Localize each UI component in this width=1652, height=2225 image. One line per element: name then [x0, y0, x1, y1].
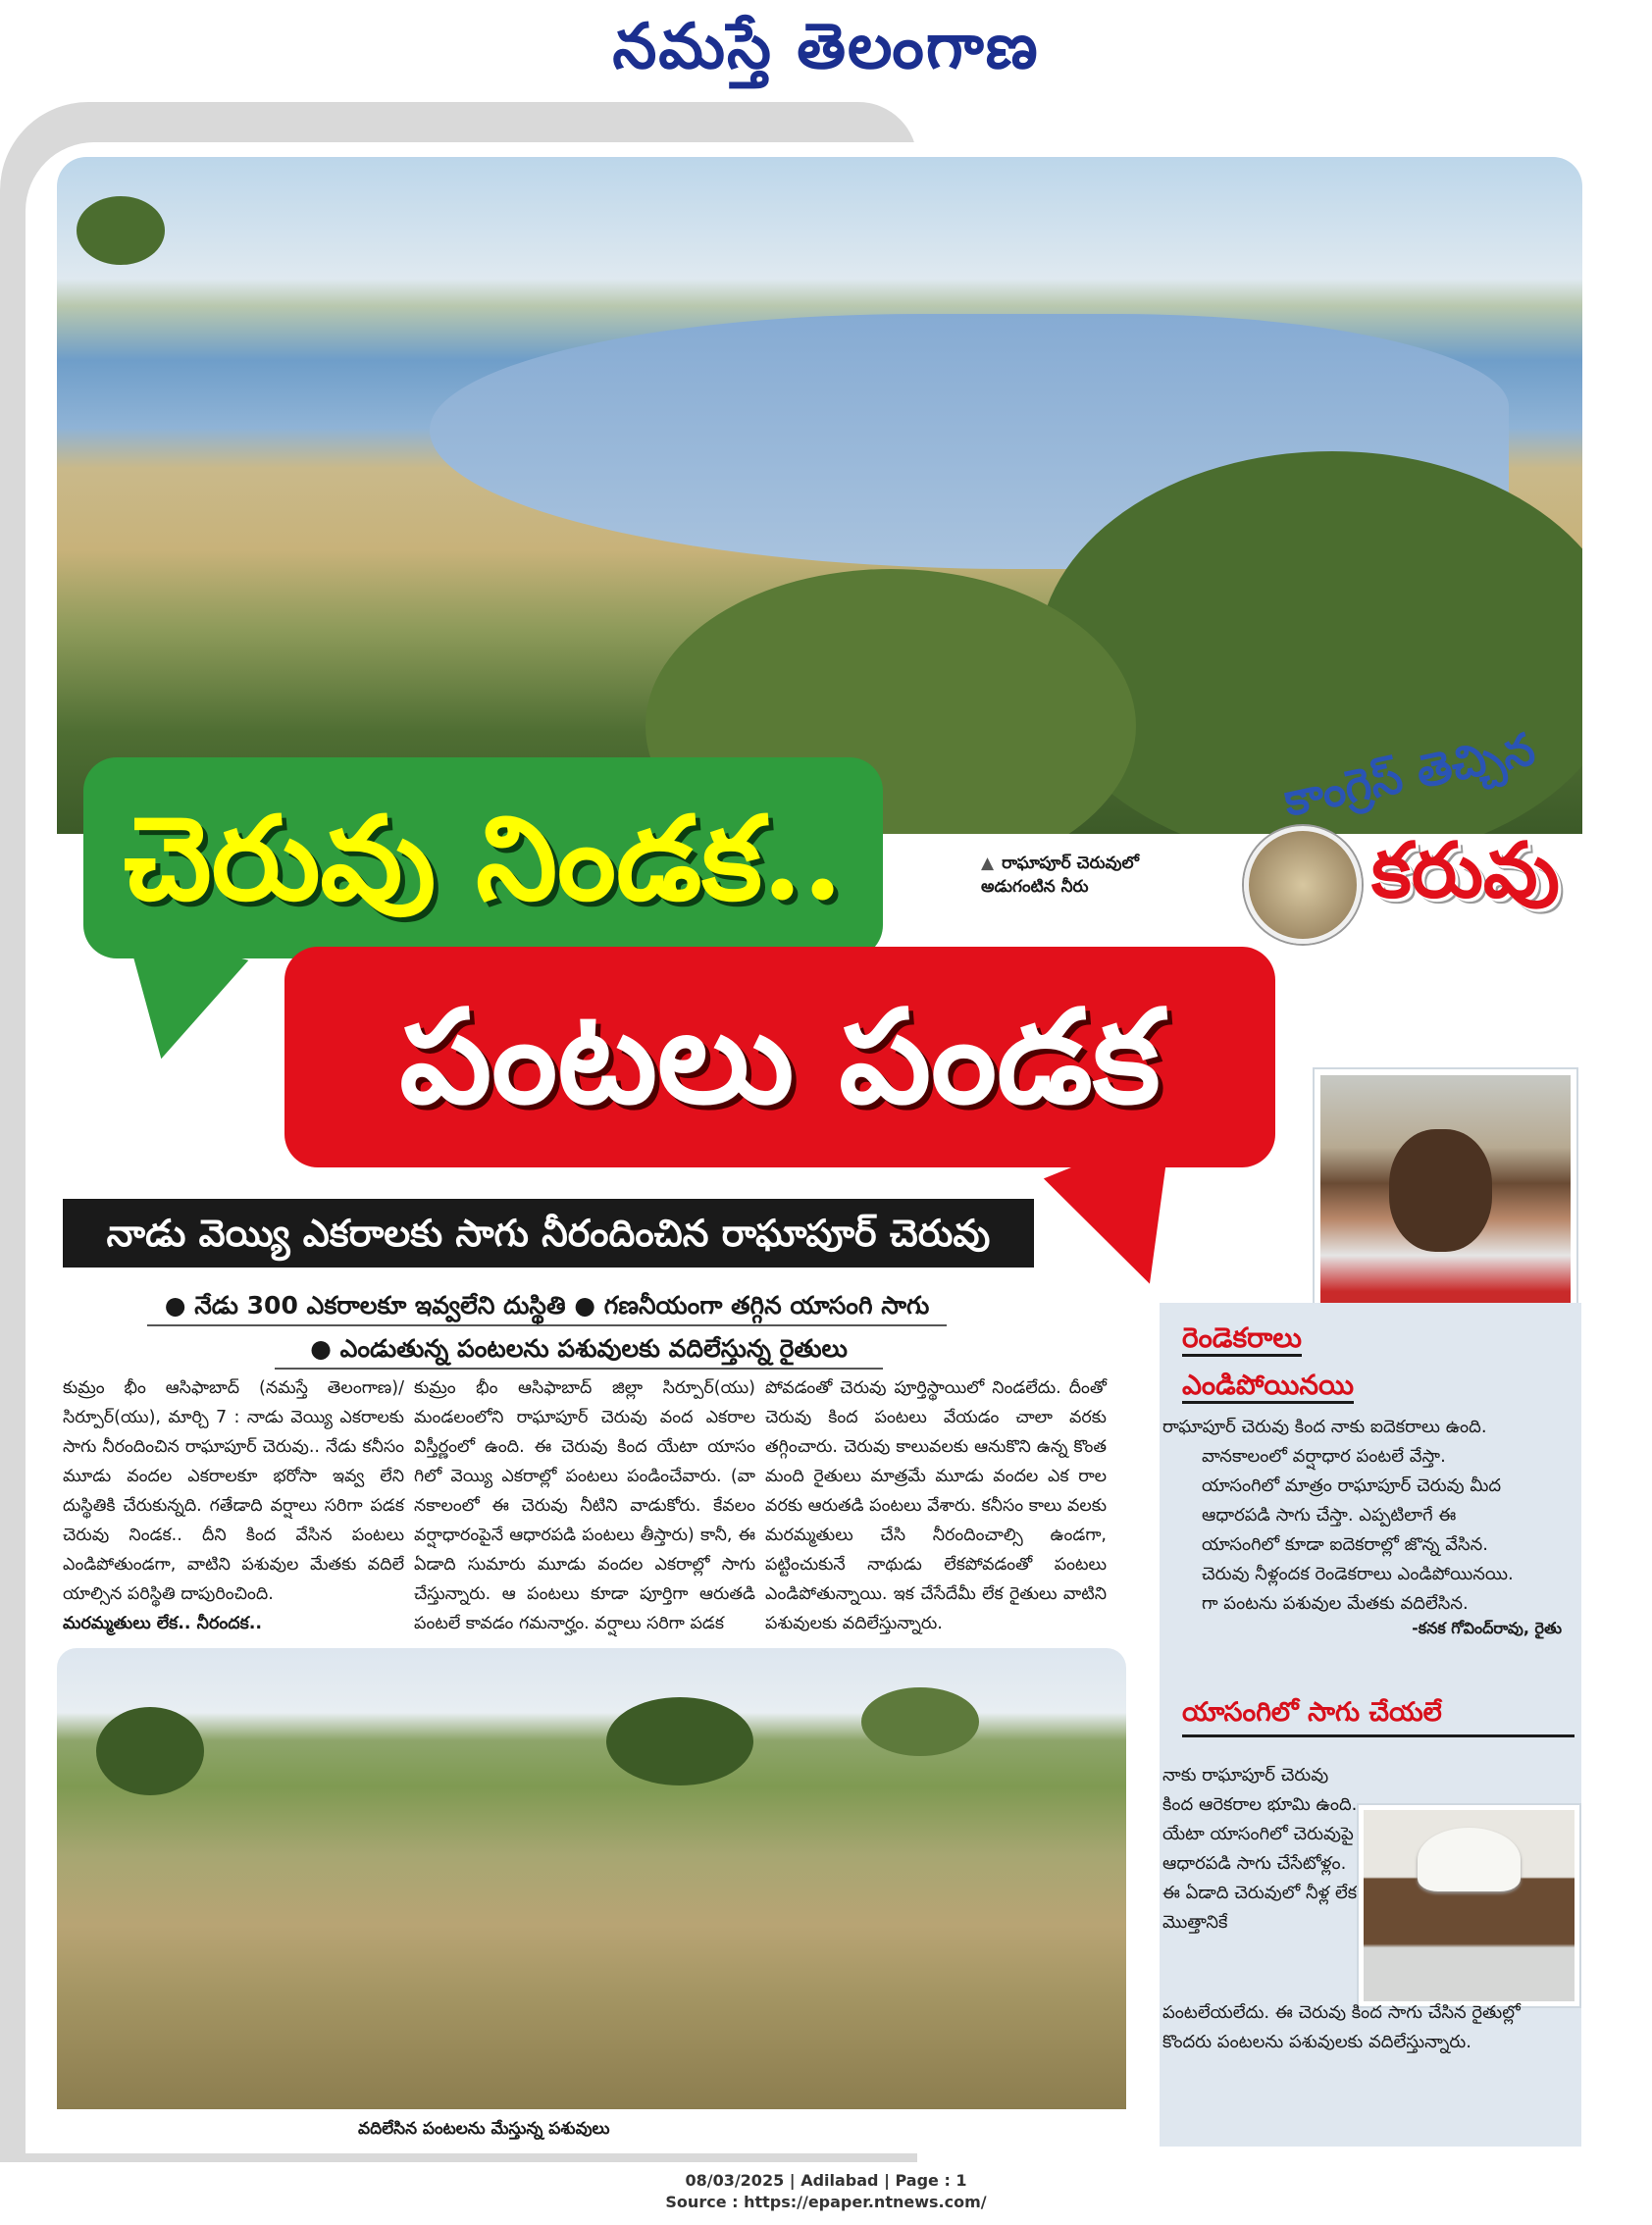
farmer-quote-1: [1162, 1413, 1575, 1619]
subheading: నాడు వెయ్యి ఎకరాలకు సాగు నీరందించిన రాఘాపూర్ చెరువు: [106, 1212, 991, 1255]
face: [1389, 1129, 1492, 1252]
farmer-quote-2-end: పంటలేయలేదు. ఈ చెరువు కింద సాగు చేసిన రైతుల్లో కొందరు పంటలను పశువులకు వదిలేస్తున్నారు.: [1162, 2002, 1521, 2052]
headline-line1: చెరువు నిండక..: [123, 790, 844, 926]
quote-line: వానకాలంలో వర్షాధార పంటలే వేస్తా.: [1202, 1446, 1446, 1467]
divider: [147, 1324, 947, 1326]
article-subhead: మరమ్మతులు లేక.. నీరందక..: [63, 1614, 262, 1633]
footer-edition: 08/03/2025 | Adilabad | Page : 1: [685, 2171, 967, 2190]
sidebar-heading-1: [1182, 1315, 1555, 1409]
bullet-line-2: ● ఎండుతున్న పంటలను పశువులకు వదిలేస్తున్న రైతులు: [310, 1334, 848, 1363]
bush: [77, 196, 165, 265]
farmer-photo-icon: [1244, 826, 1362, 944]
article-text: కుమ్రం భీం ఆసిఫాబాద్ (నమస్తే తెలంగాణ)/ సిర్పూర్(యు), మార్చి 7 : నాడు వెయ్యి ఎకరాలకు సాగు నీరందించిన రాఘాపూర్ చెరువు.. నేడు కనీసం మూడు వందల ఎకరాలకూ భరోసా ఇవ్వ లేని దుస్థితికి చేరుకున్నది. గతేడాది వర్షాలు సరిగా పడక చెరువు నిండక.. దీని కింద వేసిన పంటలు ఎండిపోతుండగా, వాటిని పశువుల మేతకు వదిలే యాల్సిన పరిస్థితి దాపురించింది.: [63, 1378, 404, 1604]
quote-line: గా పంటను పశువుల మేతకు వదిలేసిన.: [1202, 1593, 1469, 1614]
footer-source: Source : https://epaper.ntnews.com/: [665, 2193, 987, 2211]
field-photo: [57, 1648, 1126, 2109]
series-logo: [1244, 721, 1577, 949]
field-photo-caption: వదిలేసిన పంటలను మేస్తున్న పశువులు: [358, 2119, 610, 2139]
tree: [861, 1687, 979, 1756]
masthead: [0, 0, 1652, 108]
tree: [96, 1707, 204, 1795]
article-column-2: కుమ్రం భీం ఆసిఫాబాద్ జిల్లా సిర్పూర్(యు) మండలంలోని రాఘాపూర్ చెరువు వంద ఎకరాల విస్తీర్ణంలో ఉంది. ఈ చెరువు కింద యేటా యాసం గిలో వెయ్యి ఎకరాల్లో పంటలు పండించేవారు. (వా నకాలంలో ఈ చెరువు నీటిని వాడుకోరు. కేవలం వర్షాధారంపైనే ఆధారపడి పంటలు తీస్తారు) కానీ, ఈ ఏడాది సుమారు మూడు వందల ఎకరాల్లో సాగు చేస్తున్నారు. ఆ పంటలు కూడా పూర్తిగా ఆరుతడి పంటలే కావడం గమనార్హం. వర్షాలు సరిగా పడక: [414, 1378, 755, 1633]
quote-line: యాసంగిలో మాత్రం రాఘాపూర్ చెరువు మీద: [1202, 1475, 1502, 1496]
subheading-bar: [63, 1199, 1034, 1268]
divider: [275, 1368, 883, 1370]
logo-line1: కాంగ్రెస్ తెచ్చిన: [1278, 721, 1540, 827]
bullet-line-1: ● నేడు 300 ఎకరాలకూ ఇవ్వలేని దుస్థితి ● గణనీయంగా తగ్గిన యాసంగి సాగు: [164, 1291, 930, 1319]
caret-up-icon: ▲: [981, 854, 995, 873]
farmer-photo-1: [1315, 1069, 1576, 1321]
lake-photo: [57, 157, 1582, 834]
quote-line: చెరువు నీళ్లందక రెండెకరాలు ఎండిపోయినయి.: [1202, 1564, 1514, 1584]
headline-banner-red: [284, 947, 1275, 1167]
quote-1-byline: -కనక గోవింద్‌రావు, రైతు: [1412, 1619, 1562, 1637]
page-footer: [0, 2170, 1652, 2213]
sidebar-heading-2: యాసంగిలో సాగు చేయలే: [1182, 1697, 1575, 1737]
caption-line2: అడుగంటిన నీరు: [981, 877, 1089, 897]
headline-banner-green: [83, 757, 883, 958]
logo-line2: కరువు: [1371, 826, 1560, 915]
article-column-3: పోవడంతో చెరువు పూర్తిస్థాయిలో నిండలేదు. దీంతో చెరువు కింద పంటలు వేయడం చాలా వరకు తగ్గించారు. చెరువు కాలువలకు ఆనుకొని ఉన్న కొంత మంది రైతులు మాత్రమే మూడు వందల ఎక రాల వరకు ఆరుతడి పంటలు వేశారు. కనీసం కాలు వలకు మరమ్మతులు చేసి నీరందించాల్సి ఉండగా, పట్టించుకునే నాథుడు లేకపోవడంతో పంటలు ఎండిపోతున్నాయి. ఇక చేసేదేమీ లేక రైతులు వాటిని పశువులకు వదిలేస్తున్నారు.: [765, 1378, 1107, 1633]
farmer-quote-2-start: నాకు రాఘాపూర్ చెరువు కింద ఆరెకరాల భూమి ఉంది. యేటా యాసంగిలో చెరువుపై ఆధారపడి సాగు చేసేటోళ్లం. ఈ ఏడాది చెరువులో నీళ్ల లేక మొత్తానికే: [1162, 1765, 1358, 1933]
tree: [606, 1697, 753, 1785]
article-column-1: [63, 1373, 404, 1638]
headline-line2: పంటలు పండక: [399, 981, 1161, 1133]
turban: [1418, 1828, 1521, 1891]
newspaper-title: నమస్తే తెలంగాణ: [612, 10, 1040, 83]
sidebar-heading-1-line2: ఎండిపోయినయి: [1182, 1369, 1354, 1404]
caption-line1: రాఘాపూర్ చెరువులో: [1002, 854, 1139, 873]
farmer-photo-2: [1359, 1805, 1579, 2006]
quote-line: రాఘాపూర్ చెరువు కింద నాకు ఐదెకరాలు ఉంది.: [1162, 1417, 1487, 1437]
sidebar-heading-1-line1: రెండెకరాలు: [1182, 1321, 1302, 1357]
quote-line: యాసంగిలో కూడా ఐదెకరాల్లో జొన్న వేసిన.: [1202, 1534, 1489, 1555]
quote-line: ఆధారపడి సాగు చేస్తా. ఎప్పటిలాగే ఈ: [1202, 1505, 1457, 1526]
lake-photo-caption: [981, 852, 1236, 899]
